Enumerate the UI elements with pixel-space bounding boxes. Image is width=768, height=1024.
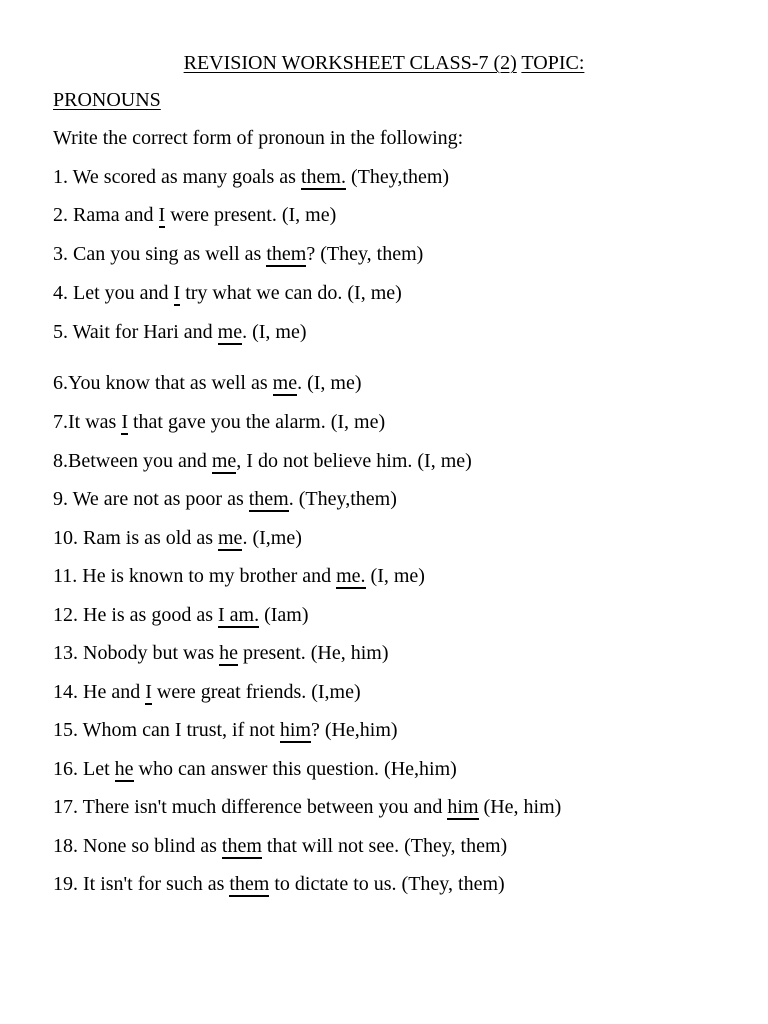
answer-text: them	[248, 488, 289, 510]
question-item: 6.You know that as well as me. (I, me)	[53, 372, 362, 394]
question-item: 5. Wait for Hari and me. (I, me)	[53, 321, 307, 343]
worksheet-title	[0, 49, 768, 77]
question-item: 17. There isn't much difference between you and him (He, him)	[53, 796, 562, 818]
answer-text: he	[114, 758, 134, 780]
title-topic-label: TOPIC:	[521, 52, 585, 74]
question-item: 13. Nobody but was he present. (He, him)	[53, 642, 389, 664]
question-item: 15. Whom can I trust, if not him? (He,him)	[53, 719, 398, 741]
answer-text: them	[229, 873, 270, 895]
question-item: 7.It was I that gave you the alarm. (I, me)	[53, 411, 386, 433]
answer-text: me	[211, 450, 237, 472]
title-text: REVISION WORKSHEET CLASS-7 (2)	[183, 52, 517, 74]
answer-text: them	[221, 835, 262, 857]
instruction-text: Write the correct form of pronoun in the following:	[53, 127, 464, 149]
question-item: 1. We scored as many goals as them. (They,them)	[53, 166, 450, 188]
answer-text: him	[447, 796, 479, 818]
topic-heading: PRONOUNS	[53, 89, 161, 111]
answer-text: them.	[300, 166, 346, 188]
answer-text: I	[145, 681, 152, 703]
answer-text: I	[158, 204, 166, 226]
question-item: 4. Let you and I try what we can do. (I, me)	[53, 282, 402, 304]
question-item: 19. It isn't for such as them to dictate to us. (They, them)	[53, 873, 505, 895]
answer-text: me	[218, 527, 243, 549]
answer-text: them	[266, 243, 307, 265]
question-item: 16. Let he who can answer this question. (He,him)	[53, 758, 457, 780]
question-item: 3. Can you sing as well as them? (They, them)	[53, 243, 424, 265]
question-item: 11. He is known to my brother and me. (I, me)	[53, 565, 425, 587]
answer-text: me.	[336, 565, 366, 587]
question-item: 10. Ram is as old as me. (I,me)	[53, 527, 302, 549]
answer-text: I am.	[217, 604, 260, 626]
question-item: 18. None so blind as them that will not see. (They, them)	[53, 835, 508, 857]
question-item: 8.Between you and me, I do not believe him. (I, me)	[53, 450, 472, 472]
question-item: 14. He and I were great friends. (I,me)	[53, 681, 361, 703]
answer-text: I	[121, 411, 128, 433]
question-item: 9. We are not as poor as them. (They,them)	[53, 488, 397, 510]
answer-text: he	[219, 642, 238, 664]
answer-text: me	[217, 321, 243, 343]
answer-text: him	[279, 719, 311, 741]
question-item: 2. Rama and I were present. (I, me)	[53, 204, 337, 226]
answer-text: me	[272, 372, 298, 394]
question-item: 12. He is as good as I am. (Iam)	[53, 604, 309, 626]
answer-text: I	[173, 282, 181, 304]
